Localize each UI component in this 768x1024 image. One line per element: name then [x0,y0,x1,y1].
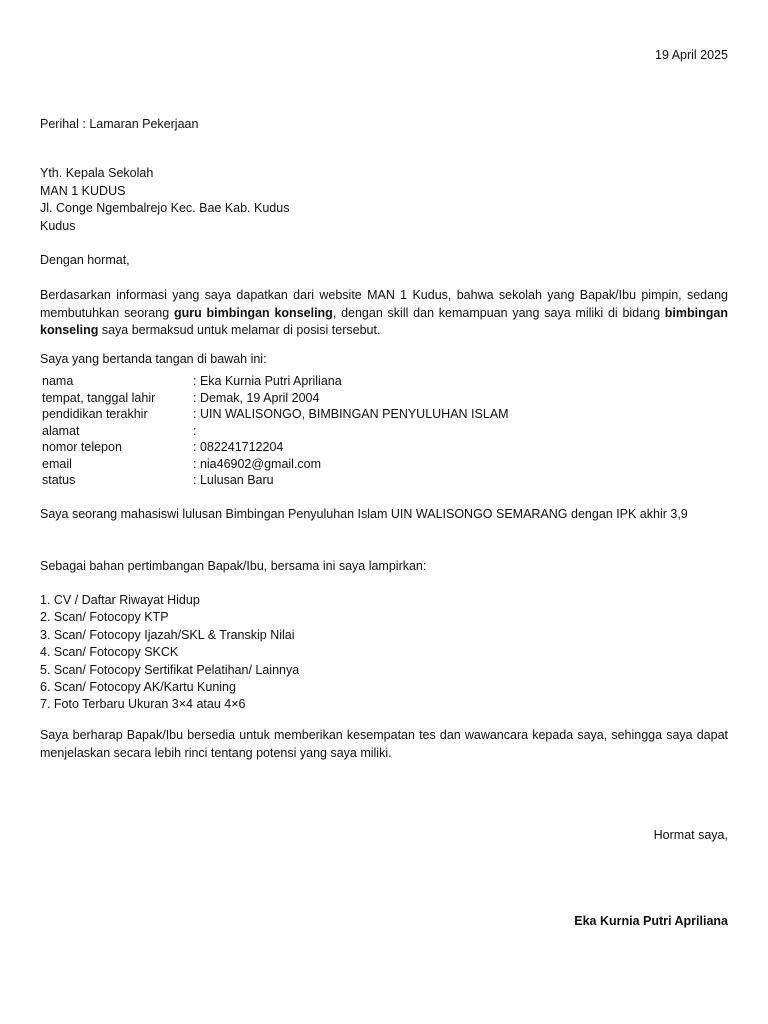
recipient-block [40,165,289,235]
recipient-address: Jl. Conge Ngembalrejo Kec. Bae Kab. Kudus [40,201,290,215]
bio-label: nama [42,374,74,388]
recipient-city: Kudus [40,218,76,233]
opening-bold-position: guru bimbingan konseling [173,305,333,320]
opening-text-2: , dengan skill dan kemampuan yang saya miliki di bidang [332,305,665,320]
bio-label: status [42,473,76,487]
attachment-item: 3. Scan/ Fotocopy Ijazah/SKL & Transkip Nilai [40,627,295,642]
bio-row-address [42,423,642,440]
attachment-item: 7. Foto Terbaru Ukuran 3×4 atau 4×6 [40,697,246,712]
bio-value: : Lulusan Baru [193,473,274,487]
bio-value: : Eka Kurnia Putri Apriliana [193,374,342,388]
bio-row-status [42,472,642,489]
education-statement: Saya seorang mahasiswi lulusan Bimbingan Penyuluhan Islam UIN WALISONGO SEMARANG dengan IPK akhir 3,9 [40,507,688,521]
signature-name: Eka Kurnia Putri Apriliana [574,914,728,928]
bio-row-education [42,406,642,423]
bio-table [42,373,642,489]
attachments-list [40,592,299,714]
bio-value: : Demak, 19 April 2004 [193,390,320,405]
attachment-item: 2. Scan/ Fotocopy KTP [40,610,169,625]
bio-label: tempat, tanggal lahir [42,390,156,405]
recipient-institution: MAN 1 KUDUS [40,183,126,198]
opening-bold-field: bimbingan konseling [40,305,728,337]
attachments-intro: Sebagai bahan pertimbangan Bapak/Ibu, bersama ini saya lampirkan: [40,559,427,573]
opening-text-3: saya bermaksud untuk melamar di posisi tersebut. [98,323,381,337]
greeting: Dengan hormat, [40,253,130,267]
bio-row-email [42,456,642,473]
bio-row-name [42,373,642,390]
closing-salutation: Hormat saya, [653,828,728,842]
attachment-item: 4. Scan/ Fotocopy SKCK [40,645,179,660]
closing-paragraph: Saya berharap Bapak/Ibu bersedia untuk memberikan kesempatan tes dan wawancara kepada saya, sehingga saya dapat menjelaskan secara lebih rinci tentang potensi yang saya miliki. [40,728,728,760]
attachment-item: 1. CV / Daftar Riwayat Hidup [40,593,200,607]
opening-text-1: Berdasarkan informasi yang saya dapatkan dari website MAN 1 Kudus, bahwa sekolah yang Bapak/Ibu pimpin, sedang membutuhkan seorang [40,288,728,320]
letter-date: 19 April 2025 [655,48,728,62]
attachment-item: 5. Scan/ Fotocopy Sertifikat Pelatihan/ Lainnya [40,662,300,677]
bio-label: nomor telepon [42,440,122,454]
letter-subject: Perihal : Lamaran Pekerjaan [40,117,199,131]
bio-value: : [193,423,197,438]
bio-value: : UIN WALISONGO, BIMBINGAN PENYULUHAN ISLAM [193,407,509,421]
bio-row-birth [42,390,642,407]
bio-label: email [42,456,72,471]
bio-row-phone [42,439,642,456]
bio-value: : 082241712204 [193,440,284,454]
recipient-title: Yth. Kepala Sekolah [40,166,154,180]
attachment-item: 6. Scan/ Fotocopy AK/Kartu Kuning [40,679,236,694]
bio-label: alamat [42,423,80,438]
bio-label: pendidikan terakhir [42,407,148,421]
bio-intro: Saya yang bertanda tangan di bawah ini: [40,352,267,366]
bio-value: : nia46902@gmail.com [193,456,322,471]
opening-paragraph [40,287,728,340]
